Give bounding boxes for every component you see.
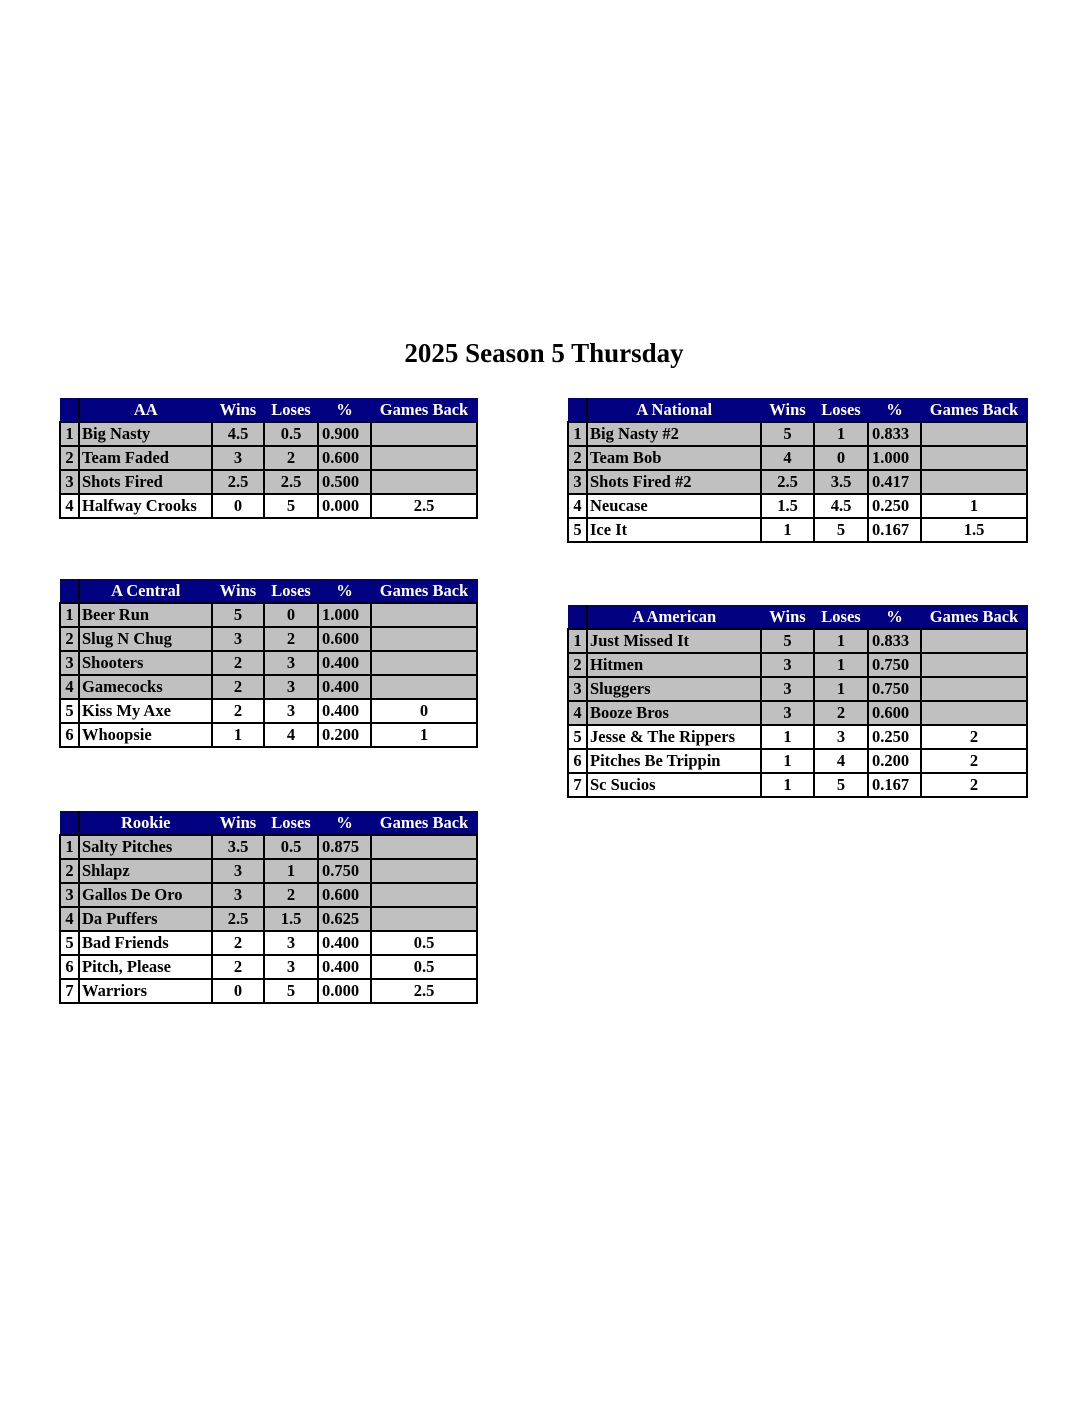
table-row: [60, 931, 477, 955]
wins-cell: 5: [761, 422, 814, 446]
loses-cell: 5: [814, 518, 868, 542]
table-row: [60, 494, 477, 518]
rank-cell: 5: [568, 725, 587, 749]
pct-header: %: [868, 399, 921, 423]
pct-cell: 0.400: [318, 955, 371, 979]
team-name-cell: Shlapz: [79, 859, 212, 883]
rank-cell: 2: [60, 446, 79, 470]
games-back-cell: [921, 470, 1027, 494]
table-row: [568, 653, 1027, 677]
pct-cell: 0.750: [318, 859, 371, 883]
table-row: [568, 749, 1027, 773]
table-row: [60, 470, 477, 494]
games-back-cell: [921, 446, 1027, 470]
table-row: [568, 701, 1027, 725]
division-name-header: A National: [587, 399, 761, 423]
rank-cell: 4: [60, 675, 79, 699]
rank-cell: 1: [60, 422, 79, 446]
pct-cell: 1.000: [868, 446, 921, 470]
wins-cell: 5: [761, 629, 814, 653]
team-name-cell: Halfway Crooks: [79, 494, 212, 518]
loses-cell: 4: [264, 723, 318, 747]
loses-cell: 3: [814, 725, 868, 749]
table-row: [60, 907, 477, 931]
wins-cell: 4: [761, 446, 814, 470]
pct-cell: 0.167: [868, 773, 921, 797]
team-name-cell: Kiss My Axe: [79, 699, 212, 723]
games-back-cell: [371, 422, 477, 446]
wins-cell: 3: [212, 627, 264, 651]
pct-cell: 0.600: [318, 446, 371, 470]
team-name-cell: Big Nasty: [79, 422, 212, 446]
loses-cell: 2: [814, 701, 868, 725]
loses-cell: 0.5: [264, 835, 318, 859]
rookie-standings-table: [59, 811, 478, 1004]
team-name-cell: Pitches Be Trippin: [587, 749, 761, 773]
games-back-cell: 1: [921, 494, 1027, 518]
pct-cell: 0.417: [868, 470, 921, 494]
pct-cell: 1.000: [318, 603, 371, 627]
aa-standings-table: [59, 398, 478, 519]
team-name-cell: Just Missed It: [587, 629, 761, 653]
table-row: [568, 677, 1027, 701]
wins-cell: 1: [761, 773, 814, 797]
table-header-row: [60, 399, 477, 423]
games-back-header: Games Back: [921, 606, 1027, 630]
rank-cell: 3: [60, 470, 79, 494]
rank-cell: 2: [568, 653, 587, 677]
wins-cell: 2.5: [761, 470, 814, 494]
pct-cell: 0.600: [868, 701, 921, 725]
games-back-header: Games Back: [371, 399, 477, 423]
rank-cell: 7: [60, 979, 79, 1003]
table-row: [60, 859, 477, 883]
division-name-header: Rookie: [79, 812, 212, 836]
loses-cell: 2: [264, 627, 318, 651]
wins-cell: 3: [212, 859, 264, 883]
games-back-cell: [371, 627, 477, 651]
wins-header: Wins: [212, 812, 264, 836]
rank-cell: 3: [60, 651, 79, 675]
table-row: [60, 699, 477, 723]
wins-cell: 0: [212, 979, 264, 1003]
loses-cell: 5: [814, 773, 868, 797]
rank-cell: 4: [60, 907, 79, 931]
table-header-row: [60, 580, 477, 604]
table-row: [60, 651, 477, 675]
team-name-cell: Gamecocks: [79, 675, 212, 699]
team-name-cell: Pitch, Please: [79, 955, 212, 979]
rank-cell: 6: [568, 749, 587, 773]
wins-cell: 3: [212, 446, 264, 470]
pct-cell: 0.750: [868, 677, 921, 701]
pct-cell: 0.833: [868, 422, 921, 446]
pct-cell: 0.833: [868, 629, 921, 653]
page-title: 2025 Season 5 Thursday: [404, 338, 684, 368]
wins-cell: 1: [761, 749, 814, 773]
team-name-cell: Ice It: [587, 518, 761, 542]
wins-cell: 2.5: [212, 907, 264, 931]
pct-cell: 0.400: [318, 651, 371, 675]
pct-header: %: [318, 580, 371, 604]
division-name-header: A American: [587, 606, 761, 630]
loses-header: Loses: [814, 399, 868, 423]
games-back-cell: 0.5: [371, 955, 477, 979]
team-name-cell: Slug N Chug: [79, 627, 212, 651]
loses-cell: 3: [264, 675, 318, 699]
games-back-cell: [371, 835, 477, 859]
wins-cell: 2: [212, 955, 264, 979]
team-name-cell: Whoopsie: [79, 723, 212, 747]
rank-cell: 2: [60, 859, 79, 883]
team-name-cell: Team Faded: [79, 446, 212, 470]
table-header-row: [60, 812, 477, 836]
pct-cell: 0.600: [318, 627, 371, 651]
pct-cell: 0.250: [868, 725, 921, 749]
games-back-cell: 0: [371, 699, 477, 723]
loses-header: Loses: [264, 580, 318, 604]
team-name-cell: Booze Bros: [587, 701, 761, 725]
team-name-cell: Sluggers: [587, 677, 761, 701]
pct-header: %: [318, 812, 371, 836]
wins-cell: 3: [761, 653, 814, 677]
rank-header: [568, 606, 587, 630]
games-back-cell: [371, 859, 477, 883]
games-back-cell: [921, 422, 1027, 446]
wins-cell: 5: [212, 603, 264, 627]
loses-header: Loses: [264, 812, 318, 836]
loses-cell: 3: [264, 699, 318, 723]
wins-cell: 0: [212, 494, 264, 518]
wins-header: Wins: [761, 606, 814, 630]
games-back-cell: 0.5: [371, 931, 477, 955]
games-back-cell: [371, 651, 477, 675]
team-name-cell: Beer Run: [79, 603, 212, 627]
rank-cell: 7: [568, 773, 587, 797]
rank-cell: 5: [60, 931, 79, 955]
wins-cell: 2: [212, 699, 264, 723]
games-back-cell: 1: [371, 723, 477, 747]
pct-cell: 0.625: [318, 907, 371, 931]
rank-header: [60, 812, 79, 836]
pct-cell: 0.000: [318, 979, 371, 1003]
rank-cell: 6: [60, 955, 79, 979]
pct-cell: 0.400: [318, 699, 371, 723]
pct-cell: 0.167: [868, 518, 921, 542]
wins-cell: 2: [212, 651, 264, 675]
pct-cell: 0.400: [318, 675, 371, 699]
rank-cell: 4: [568, 494, 587, 518]
loses-cell: 1: [814, 422, 868, 446]
rank-cell: 5: [60, 699, 79, 723]
team-name-cell: Neucase: [587, 494, 761, 518]
table-row: [60, 627, 477, 651]
games-back-cell: 2: [921, 749, 1027, 773]
pct-cell: 0.250: [868, 494, 921, 518]
table-row: [568, 422, 1027, 446]
rank-cell: 3: [568, 677, 587, 701]
loses-cell: 1: [264, 859, 318, 883]
table-row: [60, 883, 477, 907]
team-name-cell: Salty Pitches: [79, 835, 212, 859]
loses-cell: 3: [264, 955, 318, 979]
wins-header: Wins: [761, 399, 814, 423]
table-row: [568, 725, 1027, 749]
games-back-cell: [371, 470, 477, 494]
loses-cell: 1: [814, 629, 868, 653]
team-name-cell: Warriors: [79, 979, 212, 1003]
loses-cell: 1.5: [264, 907, 318, 931]
games-back-cell: [921, 653, 1027, 677]
wins-cell: 3: [761, 701, 814, 725]
division-name-header: A Central: [79, 580, 212, 604]
wins-cell: 4.5: [212, 422, 264, 446]
rank-cell: 4: [60, 494, 79, 518]
team-name-cell: Da Puffers: [79, 907, 212, 931]
pct-cell: 0.875: [318, 835, 371, 859]
pct-header: %: [318, 399, 371, 423]
loses-cell: 3.5: [814, 470, 868, 494]
team-name-cell: Team Bob: [587, 446, 761, 470]
table-row: [568, 494, 1027, 518]
games-back-cell: 1.5: [921, 518, 1027, 542]
wins-cell: 1: [212, 723, 264, 747]
wins-cell: 1: [761, 518, 814, 542]
loses-cell: 3: [264, 931, 318, 955]
loses-cell: 3: [264, 651, 318, 675]
table-row: [60, 723, 477, 747]
loses-header: Loses: [264, 399, 318, 423]
wins-cell: 3: [212, 883, 264, 907]
rank-cell: 3: [60, 883, 79, 907]
games-back-cell: 2.5: [371, 979, 477, 1003]
a-national-standings-table: [567, 398, 1028, 543]
wins-header: Wins: [212, 399, 264, 423]
pct-cell: 0.400: [318, 931, 371, 955]
wins-header: Wins: [212, 580, 264, 604]
pct-cell: 0.500: [318, 470, 371, 494]
table-row: [60, 675, 477, 699]
table-row: [60, 979, 477, 1003]
loses-cell: 0: [814, 446, 868, 470]
loses-cell: 0.5: [264, 422, 318, 446]
rank-cell: 2: [568, 446, 587, 470]
team-name-cell: Sc Sucios: [587, 773, 761, 797]
games-back-cell: [371, 603, 477, 627]
games-back-cell: 2: [921, 725, 1027, 749]
table-row: [60, 603, 477, 627]
games-back-header: Games Back: [371, 580, 477, 604]
rank-cell: 6: [60, 723, 79, 747]
loses-cell: 0: [264, 603, 318, 627]
rank-cell: 1: [568, 629, 587, 653]
games-back-cell: [371, 883, 477, 907]
team-name-cell: Big Nasty #2: [587, 422, 761, 446]
wins-cell: 2: [212, 931, 264, 955]
wins-cell: 1.5: [761, 494, 814, 518]
loses-cell: 2: [264, 446, 318, 470]
pct-cell: 0.750: [868, 653, 921, 677]
games-back-header: Games Back: [921, 399, 1027, 423]
rank-cell: 5: [568, 518, 587, 542]
table-row: [568, 773, 1027, 797]
games-back-header: Games Back: [371, 812, 477, 836]
wins-cell: 3.5: [212, 835, 264, 859]
games-back-cell: [921, 701, 1027, 725]
rank-cell: 4: [568, 701, 587, 725]
rank-cell: 1: [60, 835, 79, 859]
team-name-cell: Shots Fired #2: [587, 470, 761, 494]
games-back-cell: 2.5: [371, 494, 477, 518]
team-name-cell: Jesse & The Rippers: [587, 725, 761, 749]
games-back-cell: [371, 675, 477, 699]
rank-header: [60, 399, 79, 423]
games-back-cell: [921, 677, 1027, 701]
team-name-cell: Bad Friends: [79, 931, 212, 955]
pct-header: %: [868, 606, 921, 630]
rank-header: [60, 580, 79, 604]
table-row: [60, 446, 477, 470]
wins-cell: 2: [212, 675, 264, 699]
pct-cell: 0.900: [318, 422, 371, 446]
wins-cell: 1: [761, 725, 814, 749]
loses-header: Loses: [814, 606, 868, 630]
rank-cell: 2: [60, 627, 79, 651]
table-header-row: [568, 399, 1027, 423]
loses-cell: 4.5: [814, 494, 868, 518]
loses-cell: 4: [814, 749, 868, 773]
team-name-cell: Shots Fired: [79, 470, 212, 494]
table-row: [568, 446, 1027, 470]
games-back-cell: [371, 446, 477, 470]
rank-cell: 1: [568, 422, 587, 446]
table-row: [60, 835, 477, 859]
loses-cell: 1: [814, 653, 868, 677]
team-name-cell: Shooters: [79, 651, 212, 675]
team-name-cell: Gallos De Oro: [79, 883, 212, 907]
rank-header: [568, 399, 587, 423]
division-name-header: AA: [79, 399, 212, 423]
games-back-cell: [371, 907, 477, 931]
loses-cell: 5: [264, 494, 318, 518]
wins-cell: 3: [761, 677, 814, 701]
table-row: [568, 470, 1027, 494]
table-header-row: [568, 606, 1027, 630]
loses-cell: 5: [264, 979, 318, 1003]
loses-cell: 1: [814, 677, 868, 701]
table-row: [60, 955, 477, 979]
table-row: [60, 422, 477, 446]
table-row: [568, 629, 1027, 653]
pct-cell: 0.200: [868, 749, 921, 773]
team-name-cell: Hitmen: [587, 653, 761, 677]
games-back-cell: 2: [921, 773, 1027, 797]
pct-cell: 0.000: [318, 494, 371, 518]
rank-cell: 1: [60, 603, 79, 627]
loses-cell: 2: [264, 883, 318, 907]
rank-cell: 3: [568, 470, 587, 494]
a-central-standings-table: [59, 579, 478, 748]
loses-cell: 2.5: [264, 470, 318, 494]
a-american-standings-table: [567, 605, 1028, 798]
table-row: [568, 518, 1027, 542]
wins-cell: 2.5: [212, 470, 264, 494]
pct-cell: 0.200: [318, 723, 371, 747]
games-back-cell: [921, 629, 1027, 653]
pct-cell: 0.600: [318, 883, 371, 907]
